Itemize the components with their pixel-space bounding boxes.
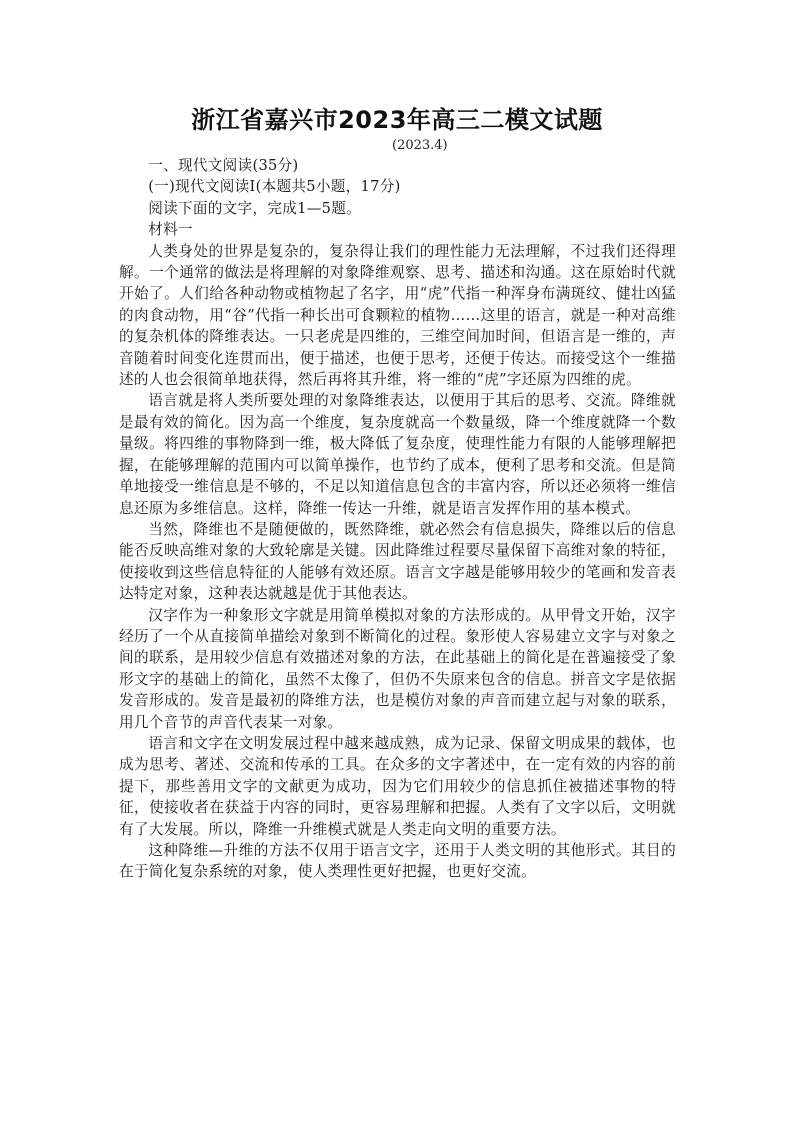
body-paragraph: 当然，降维也不是随便做的，既然降维，就必然会有信息损失，降维以后的信息能否反映高维对象的大致轮廓是关键。因此降维过程要尽量保留下高维对象的特征，使接收到这些信息特征的人能够有效还原。语言文字越是能够用较少的笔画和发音表达特定对象，这种表达就越是优于其他表达。 [119,520,676,603]
body-paragraph: 汉字作为一种象形文字就是用简单模拟对象的方法形成的。从甲骨文开始，汉字经历了一个从直接简单描绘对象到不断简化的过程。象形使人容易建立文字与对象之间的联系，是用较少信息有效描述对象的方法，在此基础上的简化是在普遍接受了象形文字的基础上的简化，虽然不太像了，但仍不失原来包含的信息。拼音文字是依据发音形成的。发音是最初的降维方法，也是模仿对象的声音而建立起与对象的联系，用几个音节的声音代表某一对象。 [119,606,676,731]
document-body [119,155,676,883]
body-paragraph: 人类身处的世界是复杂的，复杂得让我们的理性能力无法理解，不过我们还得理解。一个通常的做法是将理解的对象降维观察、思考、描述和沟通。这在原始时代就开始了。人们给各种动物或植物起了名字，用“虎”代指一种浑身布满斑纹、健壮凶猛的肉食动物，用“谷”代指一种长出可食颗粒的植物……这里的语言，就是一种对高维的复杂机体的降维表达。一只老虎是四维的，三维空间加时间，但语言是一维的，声音随着时间变化连贯而出，便于描述，也便于思考，还便于传达。而接受这个一维描述的人也会很简单地获得，然后再将其升维，将一维的“虎”字还原为四维的虎。 [119,242,676,389]
section-heading: 一、现代文阅读(35分) [148,157,299,174]
body-paragraph: 这种降维—升维的方法不仅用于语言文字，还用于人类文明的其他形式。其目的在于简化复杂系统的对象，使人类理性更好把握，也更好交流。 [119,842,676,881]
material-label: 材料一 [148,221,193,239]
body-paragraph: 语言就是将人类所要处理的对象降维表达，以便用于其后的思考、交流。降维就是最有效的简化。因为高一个维度，复杂度就高一个数量级，降一个维度就降一个数量级。将四维的事物降到一维，极大降低了复杂度，使理性能力有限的人能够理解把握，在能够理解的范围内可以简单操作，也节约了成本，便利了思考和交流。但是简单地接受一维信息是不够的，不足以知道信息包含的丰富内容，所以还必须将一维信息还原为多维信息。这样，降维一传达一升维，就是语言发挥作用的基本模式。 [119,392,676,517]
reading-instruction: 阅读下面的文字，完成1—5题。 [148,199,361,217]
subsection-heading: (一)现代文阅读Ⅰ(本题共5小题，17分) [148,178,401,196]
body-paragraph: 语言和文字在文明发展过程中越来越成熟，成为记录、保留文明成果的载体，也成为思考、著述、交流和传承的工具。在众多的文字著述中，在一定有效的内容的前提下，那些善用文字的文献更为成功，因为它们用较少的信息抓住被描述事物的特征，使接收者在获益于内容的同时，更容易理解和把握。人类有了文字以后，文明就有了大发展。所以，降维一升维模式就是人类走向文明的重要方法。 [119,734,676,838]
document-date: (2023.4) [392,138,448,153]
document-title: 浙江省嘉兴市2023年高三二模文试题 [191,106,603,134]
